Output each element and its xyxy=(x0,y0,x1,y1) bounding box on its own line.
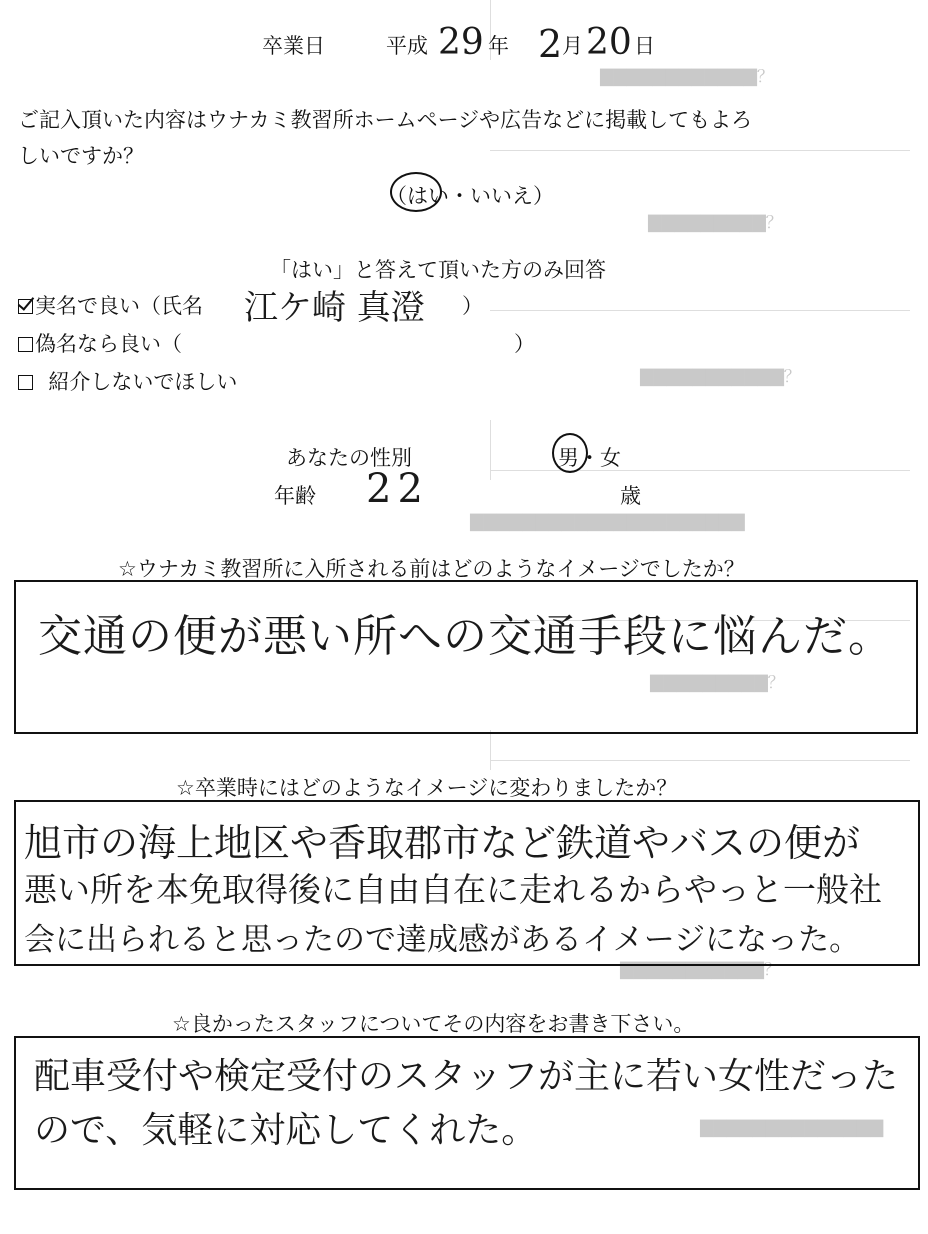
gender-male-option: 男 xyxy=(558,446,579,470)
consent-yes-circle-mark xyxy=(390,172,442,212)
question-2-answer-box xyxy=(14,800,920,966)
consent-no-option: いいえ xyxy=(470,184,533,208)
question-2-text: ☆卒業時にはどのようなイメージに変わりましたか？ xyxy=(176,776,678,800)
pseudonym-checkbox[interactable] xyxy=(18,337,33,352)
graduation-year-value: 29 xyxy=(438,22,484,63)
question-3-answer-line2: ので、気軽に対応してくれた。 xyxy=(34,1110,538,1151)
question-1-answer-box xyxy=(14,580,918,734)
real-name-checkbox[interactable] xyxy=(18,299,33,314)
question-3-answer-line1: 配車受付や検定受付のスタッフが主に若い女性だった xyxy=(34,1056,899,1097)
question-2-answer-line2: 悪い所を本免取得後に自由自在に走れるからやっと一般社 xyxy=(24,870,882,909)
pseudonym-option xyxy=(18,328,182,358)
real-name-close-paren: ） xyxy=(462,294,483,318)
pseudonym-option-label: 偽名なら良い（ xyxy=(35,332,182,356)
graduation-month-unit: 月 xyxy=(562,34,583,58)
no-intro-option xyxy=(18,366,237,396)
question-3-text: ☆良かったスタッフについてその内容をお書き下さい。 xyxy=(172,1012,695,1036)
consent-question-line1: ご記入頂いた内容はウナカミ教習所ホームページや広告などに掲載してもよろ xyxy=(18,108,753,132)
no-intro-option-label: 紹介しないでほしい xyxy=(48,370,238,394)
bleed-through-text: ▇▇▇▇▇▇▇▇▇？ xyxy=(648,213,783,233)
bleed-through-text: ▇▇▇▇▇▇▇▇▇▇▇▇▇▇▇▇▇▇▇▇▇ xyxy=(470,512,745,532)
gender-options: 男・女 xyxy=(558,446,621,470)
question-3-answer-box xyxy=(14,1036,920,1190)
age-value: 22 xyxy=(366,466,429,512)
bleed-through-rule xyxy=(490,760,910,761)
real-name-option-label: 実名で良い（氏名 xyxy=(35,294,203,318)
bleed-through-text: ▇▇▇▇▇▇▇▇▇▇▇▇？ xyxy=(600,67,774,87)
bleed-through-rule xyxy=(490,310,910,311)
bleed-through-text: ▇▇▇▇▇▇▇▇▇？ xyxy=(650,673,785,693)
yes-only-heading: 「はい」と答えて頂いた方のみ回答 xyxy=(270,258,606,282)
real-name-option xyxy=(18,290,203,320)
question-1-text: ☆ウナカミ教習所に入所される前はどのようなイメージでしたか？ xyxy=(118,557,745,581)
question-1-answer: 交通の便が悪い所への交通手段に悩んだ。 xyxy=(38,611,893,662)
gender-male-circle-mark xyxy=(552,433,588,473)
gender-female-option: 女 xyxy=(600,446,621,470)
graduation-label: 卒業日 xyxy=(262,34,325,58)
bleed-through-rule xyxy=(490,420,491,480)
question-2-answer-line1: 旭市の海上地区や香取郡市など鉄道やバスの便が xyxy=(24,821,861,865)
age-unit: 歳 xyxy=(620,484,641,508)
real-name-value: 江ケ崎 真澄 xyxy=(244,288,425,328)
consent-question-line2: しいですか？ xyxy=(18,144,144,168)
graduation-era: 平成 xyxy=(386,34,428,58)
graduation-day-value: 20 xyxy=(586,22,632,63)
pseudonym-close-paren: ） xyxy=(514,332,535,356)
no-intro-checkbox[interactable] xyxy=(18,375,33,390)
consent-options: （はい・いいえ） xyxy=(386,184,554,208)
graduation-day-unit: 日 xyxy=(634,34,655,58)
bleed-through-rule xyxy=(490,730,491,770)
bleed-through-text: ▇▇▇▇▇▇▇▇▇▇▇？ xyxy=(640,367,801,387)
bleed-through-rule xyxy=(490,150,910,151)
bleed-through-text: ▇▇▇▇▇▇▇▇▇▇▇▇▇▇ xyxy=(700,1118,884,1138)
consent-yes-option: はい xyxy=(407,184,449,208)
question-2-answer-line3: 会に出られると思ったので達成感があるイメージになった。 xyxy=(24,922,861,958)
graduation-month-value: 2 xyxy=(538,22,563,66)
graduation-year-unit: 年 xyxy=(488,34,509,58)
gender-label: あなたの性別 xyxy=(286,446,412,470)
bleed-through-rule xyxy=(490,470,910,471)
bleed-through-text: ▇▇▇▇▇▇▇▇▇▇▇？ xyxy=(620,960,781,980)
age-label: 年齢 xyxy=(274,484,316,508)
